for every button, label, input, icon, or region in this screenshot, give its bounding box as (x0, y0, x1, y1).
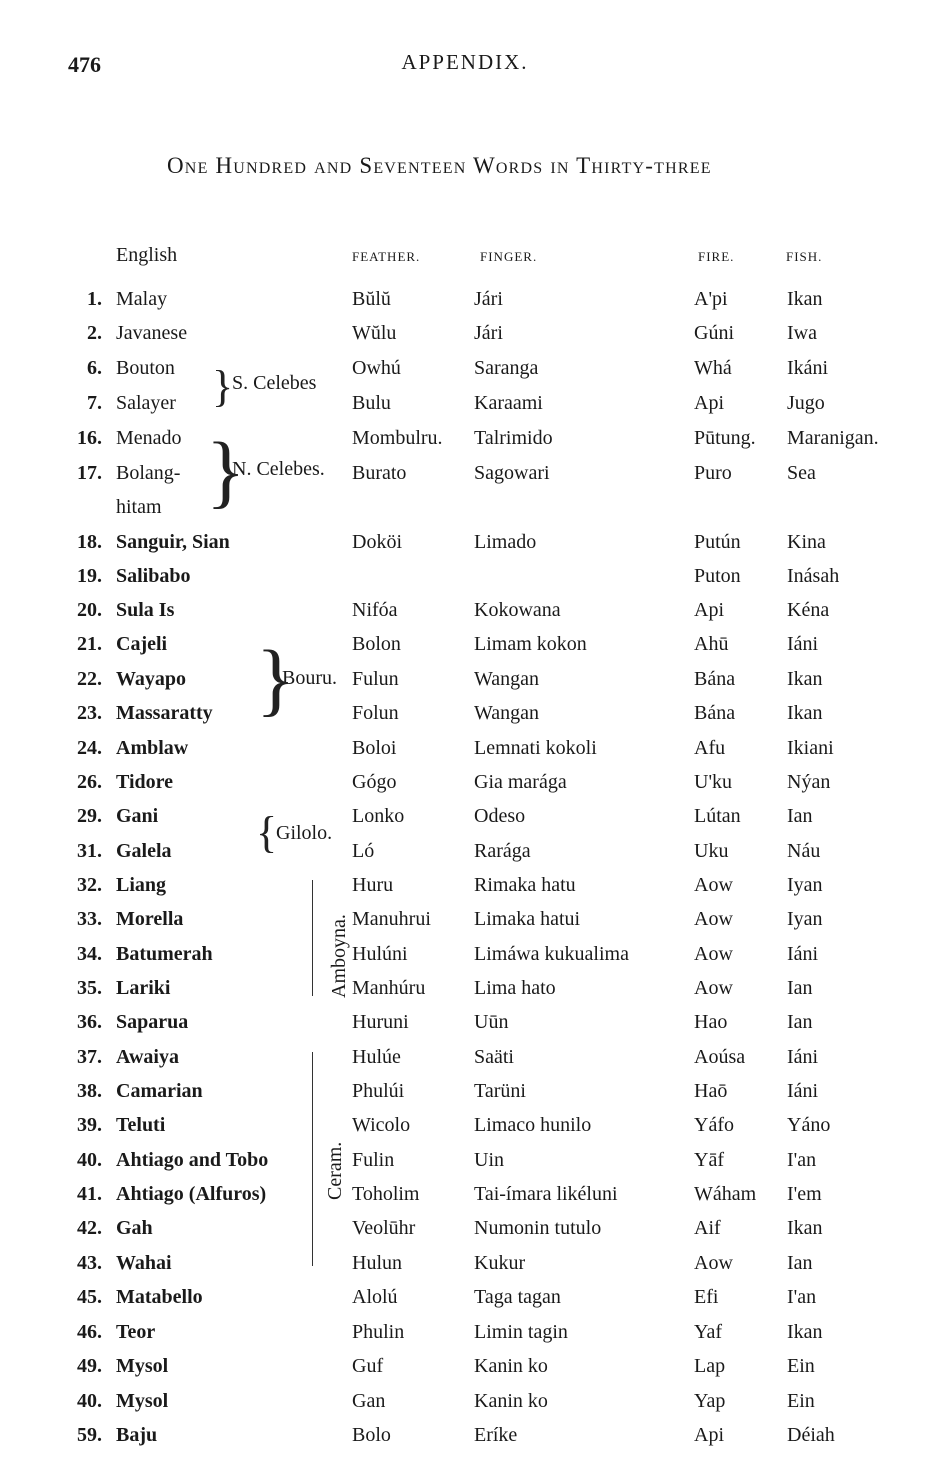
cell-c1: Gógo (352, 771, 397, 793)
table-row (0, 1040, 930, 1074)
cell-c1: Wŭlu (352, 322, 397, 344)
cell-c2: Tarüni (474, 1080, 526, 1102)
cell-lang: Sanguir, Sian (116, 531, 230, 553)
cell-lang: Galela (116, 840, 172, 862)
cell-c3: A'pi (694, 288, 728, 310)
cell-c3: Bána (694, 702, 736, 724)
table-row (0, 316, 930, 350)
cell-c1: Owhú (352, 357, 401, 379)
cell-c1: Hulun (352, 1252, 402, 1274)
cell-c2: Limam kokon (474, 633, 587, 655)
cell-lang: Teluti (116, 1114, 166, 1136)
cell-c1: Boloi (352, 737, 397, 759)
cell-c4: Ikan (787, 702, 823, 724)
cell-c3: Lap (694, 1355, 726, 1377)
cell-c3: U'ku (694, 771, 733, 793)
cell-lang: hitam (116, 496, 162, 518)
cell-num: 40. (77, 1390, 102, 1412)
group-bar-amboyna (312, 880, 313, 996)
table-row (0, 868, 930, 902)
running-title: APPENDIX. (401, 50, 529, 74)
table-row (0, 1177, 930, 1211)
cell-lang: Baju (116, 1424, 158, 1446)
cell-num: 42. (77, 1217, 102, 1239)
cell-num: 1. (87, 288, 102, 310)
table-row (0, 1143, 930, 1177)
cell-c2: Saäti (474, 1046, 514, 1068)
column-header-finger: FINGER. (480, 249, 538, 264)
cell-c3: Hao (694, 1011, 728, 1033)
cell-c3: Bána (694, 668, 736, 690)
cell-c4: Sea (787, 462, 816, 484)
cell-c1: Veolūhr (352, 1217, 416, 1239)
cell-c2: Limáwa kukualima (474, 943, 629, 965)
table-row (0, 1418, 930, 1452)
cell-num: 2. (87, 322, 102, 344)
cell-c1: Huru (352, 874, 394, 896)
cell-num: 46. (77, 1321, 102, 1343)
cell-num: 20. (77, 599, 102, 621)
cell-lang: Matabello (116, 1286, 203, 1308)
cell-num: 19. (77, 565, 102, 587)
table-row (0, 799, 930, 833)
cell-num: 22. (77, 668, 102, 690)
cell-c1: Huruni (352, 1011, 409, 1033)
cell-num: 40. (77, 1149, 102, 1171)
cell-lang: Massaratty (116, 702, 213, 724)
cell-c4: Iáni (787, 1080, 819, 1102)
group-brace-n-celebes: } (206, 425, 246, 516)
cell-c1: Fulun (352, 668, 399, 690)
cell-c2: Saranga (474, 357, 539, 379)
cell-c4: Ian (787, 805, 813, 827)
column-header-fire: FIRE. (698, 249, 735, 264)
cell-c1: Wicolo (352, 1114, 411, 1136)
table-row (0, 456, 930, 490)
cell-c1: Nifóa (352, 599, 398, 621)
cell-num: 31. (77, 840, 102, 862)
cell-c4: Ikan (787, 1217, 823, 1239)
cell-c4: Iyan (787, 908, 823, 930)
cell-c2: Limin tagin (474, 1321, 568, 1343)
cell-c2: Taga tagan (474, 1286, 561, 1308)
cell-c1: Manhúru (352, 977, 426, 999)
cell-lang: Salayer (116, 392, 176, 414)
cell-c2: Uin (474, 1149, 504, 1171)
cell-num: 16. (77, 427, 102, 449)
cell-c2: Eríke (474, 1424, 518, 1446)
cell-c3: Haō (694, 1080, 728, 1102)
cell-c1: Bolo (352, 1424, 391, 1446)
cell-c4: Déiah (787, 1424, 835, 1446)
group-brace-s-celebes: } (212, 362, 234, 411)
cell-c1: Bŭlŭ (352, 288, 391, 310)
group-label-s-celebes: S. Celebes (232, 372, 317, 394)
table-row (0, 525, 930, 559)
cell-c3: Gúni (694, 322, 734, 344)
column-header-feather: FEATHER. (352, 249, 421, 264)
cell-num: 23. (77, 702, 102, 724)
cell-c4: Kéna (787, 599, 830, 621)
cell-lang: Gah (116, 1217, 153, 1239)
cell-num: 32. (77, 874, 102, 896)
cell-c1: Burato (352, 462, 407, 484)
table-row (0, 282, 930, 316)
cell-c3: Api (694, 392, 724, 414)
cell-c4: I'an (787, 1149, 817, 1171)
cell-lang: Mysol (116, 1355, 169, 1377)
column-header-lang: English (116, 244, 178, 266)
cell-lang: Cajeli (116, 633, 168, 655)
cell-c3: Ahū (694, 633, 729, 655)
cell-num: 43. (77, 1252, 102, 1274)
group-brace-bouru: } (256, 633, 296, 724)
cell-lang: Lariki (116, 977, 171, 999)
cell-lang: Javanese (116, 322, 188, 344)
table-row (0, 1246, 930, 1280)
group-bar-ceram (312, 1052, 313, 1266)
table-row (0, 1315, 930, 1349)
cell-num: 37. (77, 1046, 102, 1068)
cell-num: 33. (77, 908, 102, 930)
cell-num: 26. (77, 771, 102, 793)
cell-c1: Bolon (352, 633, 401, 655)
cell-c3: Lútan (694, 805, 741, 827)
cell-c4: Inásah (787, 565, 840, 587)
cell-c2: Sagowari (474, 462, 550, 484)
cell-num: 18. (77, 531, 102, 553)
cell-c2: Odeso (474, 805, 526, 827)
cell-c4: Maranigan. (787, 427, 879, 449)
cell-num: 17. (77, 462, 102, 484)
cell-lang: Teor (116, 1321, 156, 1343)
cell-lang: Awaiya (116, 1046, 179, 1068)
cell-c2: Lima hato (474, 977, 556, 999)
cell-lang: Bolang- (116, 462, 181, 484)
cell-num: 35. (77, 977, 102, 999)
table-row (0, 386, 930, 420)
table-row (0, 1280, 930, 1314)
cell-c4: Ikáni (787, 357, 829, 379)
cell-lang: Bouton (116, 357, 175, 379)
table-row (0, 627, 930, 661)
cell-lang: Menado (116, 427, 182, 449)
cell-c2: Jári (474, 288, 503, 310)
cell-c4: Yáno (787, 1114, 831, 1136)
cell-lang: Tidore (116, 771, 174, 793)
table-row (0, 1349, 930, 1383)
cell-c4: Ian (787, 1252, 813, 1274)
cell-c3: Efi (694, 1286, 719, 1308)
cell-c3: Puro (694, 462, 732, 484)
cell-lang: Salibabo (116, 565, 191, 587)
cell-num: 41. (77, 1183, 102, 1205)
cell-lang: Liang (116, 874, 167, 896)
group-label-bouru: Bouru. (282, 667, 337, 689)
cell-c2: Wangan (474, 702, 540, 724)
cell-num: 59. (77, 1424, 102, 1446)
table-heading: One Hundred and Seventeen Words in Thirty-three (167, 153, 712, 178)
cell-c1: Ló (352, 840, 375, 862)
cell-c3: Putún (694, 531, 741, 553)
cell-c2: Uūn (474, 1011, 509, 1033)
cell-c1: Bulu (352, 392, 391, 414)
cell-c4: Ikan (787, 1321, 823, 1343)
table-row (0, 765, 930, 799)
cell-c3: Aoúsa (694, 1046, 746, 1068)
cell-num: 7. (87, 392, 102, 414)
cell-c1: Guf (352, 1355, 384, 1377)
table-row (0, 971, 930, 1005)
table-row (0, 902, 930, 936)
table-row (0, 696, 930, 730)
page-number: 476 (68, 52, 101, 77)
column-header-fish: FISH. (786, 249, 823, 264)
cell-c4: Iáni (787, 633, 819, 655)
cell-c4: Ian (787, 1011, 813, 1033)
cell-lang: Gani (116, 805, 159, 827)
cell-num: 39. (77, 1114, 102, 1136)
table-row (0, 559, 930, 593)
group-label-gilolo: Gilolo. (276, 822, 333, 844)
table-row (0, 1108, 930, 1142)
cell-c2: Limado (474, 531, 537, 553)
cell-c4: Kina (787, 531, 826, 553)
cell-c1: Gan (352, 1390, 386, 1412)
cell-c4: Ikan (787, 668, 823, 690)
table-row (0, 731, 930, 765)
cell-num: 38. (77, 1080, 102, 1102)
cell-c3: Whá (694, 357, 732, 379)
cell-num: 21. (77, 633, 102, 655)
cell-num: 6. (87, 357, 102, 379)
group-label-ceram: Ceram. (324, 1141, 346, 1200)
cell-num: 34. (77, 943, 102, 965)
cell-c2: Kokowana (474, 599, 561, 621)
group-label-n-celebes: N. Celebes. (232, 458, 325, 480)
table-row (0, 421, 930, 455)
cell-c4: I'em (787, 1183, 822, 1205)
cell-c3: Yáfo (694, 1114, 734, 1136)
cell-c2: Limaco hunilo (474, 1114, 592, 1136)
cell-c1: Lonko (352, 805, 405, 827)
cell-c2: Kukur (474, 1252, 526, 1274)
cell-c3: Uku (694, 840, 729, 862)
cell-c4: Iwa (787, 322, 817, 344)
table-row (0, 490, 930, 524)
cell-c3: Yāf (694, 1149, 724, 1171)
cell-c3: Afu (694, 737, 726, 759)
cell-c1: Phulúi (352, 1080, 405, 1102)
cell-lang: Ahtiago and Tobo (116, 1149, 269, 1171)
cell-lang: Camarian (116, 1080, 203, 1102)
cell-c2: Karaami (474, 392, 543, 414)
cell-c2: Rarága (474, 840, 531, 862)
cell-lang: Ahtiago (Alfuros) (116, 1183, 267, 1205)
cell-c3: Aif (694, 1217, 721, 1239)
cell-lang: Saparua (116, 1011, 189, 1033)
cell-num: 49. (77, 1355, 102, 1377)
cell-num: 24. (77, 737, 102, 759)
group-label-amboyna: Amboyna. (328, 914, 350, 998)
cell-c3: Aow (694, 977, 733, 999)
cell-c4: Ian (787, 977, 813, 999)
cell-c1: Alolú (352, 1286, 398, 1308)
cell-lang: Mysol (116, 1390, 169, 1412)
cell-c1: Phulin (352, 1321, 405, 1343)
table-row (0, 1211, 930, 1245)
cell-lang: Sula Is (116, 599, 175, 621)
cell-c3: Yap (694, 1390, 726, 1412)
cell-num: 45. (77, 1286, 102, 1308)
cell-c3: Aow (694, 1252, 733, 1274)
cell-c4: Náu (787, 840, 821, 862)
cell-num: 29. (77, 805, 102, 827)
table-row (0, 1384, 930, 1418)
table-row (0, 937, 930, 971)
cell-c2: Gia marága (474, 771, 567, 793)
cell-lang: Batumerah (116, 943, 213, 965)
cell-c2: Kanin ko (474, 1355, 548, 1377)
cell-c1: Doköi (352, 531, 402, 553)
cell-c3: Api (694, 599, 724, 621)
cell-c1: Folun (352, 702, 399, 724)
cell-c3: Aow (694, 908, 733, 930)
cell-c1: Toholim (352, 1183, 420, 1205)
cell-c3: Aow (694, 874, 733, 896)
cell-c1: Fulin (352, 1149, 395, 1171)
cell-c4: Ein (787, 1355, 815, 1377)
cell-c3: Aow (694, 943, 733, 965)
cell-c3: Puton (694, 565, 741, 587)
cell-c1: Hulúe (352, 1046, 401, 1068)
cell-c3: Pūtung. (694, 427, 756, 449)
cell-c2: Talrimido (474, 427, 553, 449)
cell-lang: Wayapo (116, 668, 187, 690)
cell-c4: I'an (787, 1286, 817, 1308)
cell-c3: Wáham (694, 1183, 757, 1205)
table-row (0, 662, 930, 696)
cell-c4: Nýan (787, 771, 831, 793)
table-row (0, 834, 930, 868)
group-brace-gilolo: { (256, 808, 278, 857)
cell-lang: Amblaw (116, 737, 189, 759)
cell-lang: Wahai (116, 1252, 172, 1274)
cell-c4: Iáni (787, 1046, 819, 1068)
cell-c2: Tai-ímara likéluni (474, 1183, 618, 1205)
table-row (0, 1074, 930, 1108)
cell-c2: Rimaka hatu (474, 874, 576, 896)
cell-c3: Yaf (694, 1321, 722, 1343)
cell-c4: Ikan (787, 288, 823, 310)
cell-num: 36. (77, 1011, 102, 1033)
cell-c1: Manuhrui (352, 908, 431, 930)
cell-c2: Jári (474, 322, 503, 344)
cell-lang: Malay (116, 288, 168, 310)
cell-lang: Morella (116, 908, 184, 930)
cell-c1: Hulúni (352, 943, 408, 965)
cell-c4: Ein (787, 1390, 815, 1412)
cell-c3: Api (694, 1424, 724, 1446)
cell-c4: Jugo (787, 392, 825, 414)
cell-c4: Iáni (787, 943, 819, 965)
table-row (0, 1005, 930, 1039)
cell-c2: Numonin tutulo (474, 1217, 602, 1239)
cell-c2: Kanin ko (474, 1390, 548, 1412)
table-row (0, 351, 930, 385)
table-row (0, 593, 930, 627)
cell-c1: Mombulru. (352, 427, 443, 449)
cell-c2: Wangan (474, 668, 540, 690)
cell-c2: Limaka hatui (474, 908, 581, 930)
cell-c4: Iyan (787, 874, 823, 896)
cell-c2: Lemnati kokoli (474, 737, 597, 759)
cell-c4: Ikiani (787, 737, 834, 759)
